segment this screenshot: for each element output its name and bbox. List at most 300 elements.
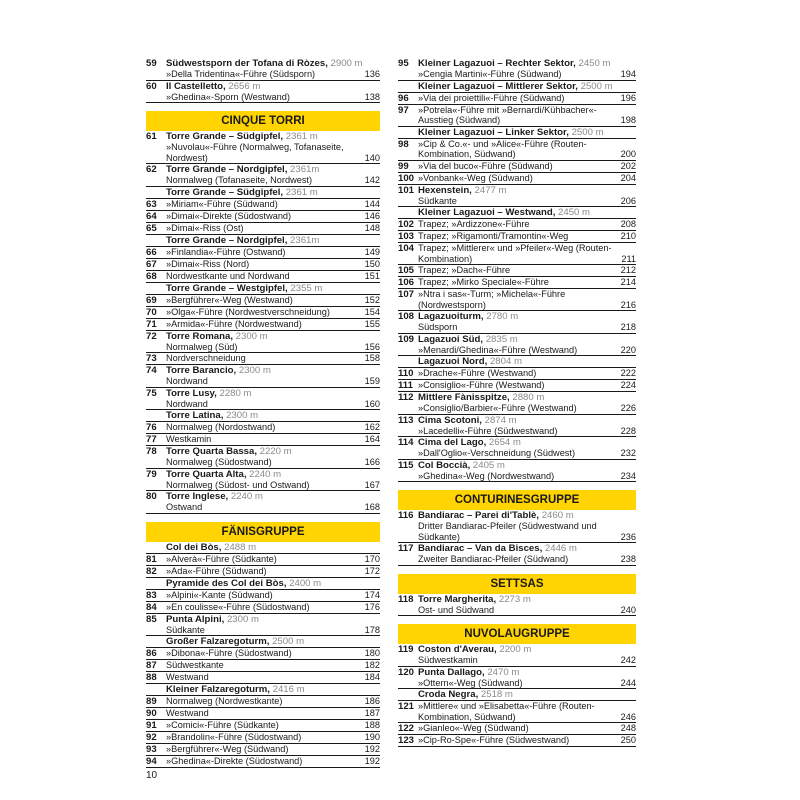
entry-body — [418, 104, 636, 126]
page-ref: 180 — [364, 648, 380, 658]
toc-entry[interactable] — [146, 660, 380, 672]
toc-entry[interactable] — [146, 307, 380, 319]
section-gap — [398, 482, 636, 490]
peak-altitude: 2273 m — [498, 593, 531, 605]
toc-entry[interactable] — [146, 271, 380, 283]
entry-body — [418, 459, 636, 482]
page-ref: 214 — [620, 277, 636, 287]
route-number — [146, 684, 164, 695]
peak-title — [166, 58, 363, 69]
page-ref: 190 — [364, 732, 380, 742]
toc-entry[interactable] — [398, 543, 636, 566]
entry-body — [418, 265, 636, 276]
peak-altitude: 2361m — [290, 234, 320, 246]
peak-title — [418, 415, 612, 426]
entry-body — [166, 58, 380, 80]
route-name: »Menardi/Ghedina«-Führe (Westwand) — [418, 344, 578, 355]
page-ref: 204 — [620, 172, 636, 183]
route-number: 97 — [398, 104, 409, 116]
route-number: 92 — [146, 732, 157, 743]
toc-entry[interactable] — [398, 689, 636, 701]
entry-body — [166, 410, 356, 421]
peak-name: Coston d'Averau, — [418, 644, 497, 655]
page-col-spacer — [614, 594, 636, 616]
route-line — [166, 422, 380, 433]
route-number: 121 — [398, 701, 415, 712]
toc-entry[interactable] — [398, 510, 636, 543]
page-col-spacer — [614, 173, 636, 184]
toc-entry[interactable] — [146, 732, 380, 744]
peak-name: Kleiner Lagazuoi – Mittlerer Sektor, — [418, 80, 578, 92]
peak-name: Großer Falzaregoturm, — [166, 636, 270, 647]
entry-body — [418, 689, 612, 700]
entry-body — [166, 187, 356, 198]
route-line — [166, 720, 380, 731]
page-ref: 154 — [364, 306, 380, 317]
toc-entry[interactable] — [146, 319, 380, 331]
toc-entry[interactable] — [146, 696, 380, 708]
toc-entry[interactable] — [146, 469, 380, 492]
route-line — [166, 199, 380, 210]
toc-entry[interactable] — [146, 648, 380, 660]
route-name: Ostwand — [166, 502, 203, 512]
route-number: 74 — [146, 365, 157, 376]
toc-entry[interactable] — [398, 311, 636, 334]
peak-name: Pyramide des Col dei Bòs, — [166, 577, 287, 589]
toc-entry[interactable] — [398, 415, 636, 438]
peak-name: Kleiner Falzaregoturm, — [166, 684, 270, 695]
route-name: »Comici«-Führe (Südkante) — [166, 720, 279, 730]
toc-entry[interactable] — [146, 331, 380, 354]
page-col-spacer — [614, 380, 636, 391]
route-name: »Dimai«-Riss (Nord) — [166, 258, 250, 269]
page-col-spacer — [614, 392, 636, 414]
route-number: 109 — [398, 333, 415, 345]
toc-entry[interactable] — [398, 701, 636, 723]
toc-entry[interactable] — [146, 672, 380, 684]
toc-entry[interactable] — [146, 566, 380, 578]
route-line — [418, 735, 636, 746]
route-number: 115 — [398, 459, 414, 471]
route-name: Westkamin — [166, 434, 212, 444]
toc-entry[interactable] — [398, 127, 636, 139]
toc-entry[interactable] — [398, 460, 636, 483]
route-name: »Via dei proiettili«-Führe (Südwand) — [418, 92, 565, 103]
peak-name: Col dei Bòs, — [166, 541, 222, 553]
peak-altitude: 2400 m — [289, 577, 322, 589]
entry-body — [418, 414, 636, 437]
page-col-spacer — [614, 723, 636, 734]
route-number: 104 — [398, 243, 415, 254]
entry-body — [166, 235, 356, 246]
route-number: 110 — [398, 368, 414, 379]
route-number: 72 — [146, 330, 157, 342]
toc-entry[interactable] — [146, 590, 380, 602]
toc-entry[interactable] — [398, 219, 636, 231]
toc-entry[interactable] — [146, 81, 380, 104]
peak-title — [418, 594, 612, 605]
page-ref: 238 — [620, 554, 636, 564]
toc-entry[interactable] — [146, 708, 380, 720]
entry-body — [418, 333, 636, 356]
route-number: 108 — [398, 311, 415, 322]
route-number: 83 — [146, 589, 157, 601]
page-col-spacer — [614, 93, 636, 104]
entry-body — [418, 644, 636, 666]
route-number: 79 — [146, 468, 157, 480]
route-number: 60 — [146, 80, 157, 92]
page-ref: 144 — [364, 198, 380, 209]
page-col-spacer — [358, 283, 380, 294]
route-number: 81 — [146, 553, 157, 565]
route-number: 123 — [398, 735, 415, 746]
route-line — [166, 554, 380, 565]
route-line — [166, 648, 380, 659]
route-name: »Lacedelli«-Führe (Südwestwand) — [418, 425, 558, 436]
peak-title — [166, 684, 356, 695]
toc-entry[interactable] — [398, 644, 636, 667]
route-number: 59 — [146, 58, 157, 69]
peak-name: Torre Barancio, — [166, 365, 237, 376]
route-name: Trapez; »Rigamonti/Tramontin«-Weg — [418, 231, 569, 241]
toc-entry[interactable] — [146, 578, 380, 590]
route-name: Normalweg (Südost- und Ostwand) — [166, 479, 310, 490]
route-name: Normalweg (Nordostwand) — [166, 422, 276, 432]
entry-body — [166, 636, 356, 647]
page-ref: 232 — [620, 448, 636, 458]
route-name: »Consiglio«-Führe (Westwand) — [418, 380, 545, 390]
toc-entry[interactable] — [146, 131, 380, 164]
entry-body — [418, 207, 612, 218]
toc-entry[interactable] — [398, 161, 636, 173]
entry-body — [166, 468, 380, 491]
entry-body — [166, 601, 380, 613]
peak-title — [418, 311, 612, 322]
route-line — [418, 521, 636, 542]
route-name: »Ghedina«-Weg (Nordwestwand) — [418, 470, 555, 481]
route-name: Südkante — [166, 624, 205, 635]
route-line — [418, 701, 636, 722]
toc-entry[interactable] — [398, 392, 636, 415]
entry-body — [166, 578, 356, 589]
route-name: »Della Tridentina«-Führe (Südsporn) — [166, 69, 316, 79]
toc-entry[interactable] — [146, 187, 380, 199]
route-line — [418, 219, 636, 230]
route-line — [418, 448, 636, 459]
toc-entry[interactable] — [146, 259, 380, 271]
page-ref: 244 — [620, 677, 636, 688]
toc-entry[interactable] — [146, 388, 380, 411]
route-line — [418, 289, 636, 310]
page-col-spacer — [358, 614, 380, 636]
page-ref: 220 — [620, 344, 636, 355]
page-col-spacer — [358, 696, 380, 707]
peak-title — [418, 127, 612, 138]
entry-body — [166, 131, 380, 163]
peak-title — [166, 235, 356, 246]
page-ref: 187 — [364, 708, 380, 718]
entry-body — [418, 368, 636, 379]
entry-body — [418, 277, 636, 288]
page-col-spacer — [614, 289, 636, 310]
page-ref: 170 — [364, 553, 380, 564]
route-name: »Cip & Co.«- und »Alice«-Führe (Routen-Kombination, Südwand) — [418, 138, 587, 159]
peak-altitude: 2780 m — [486, 311, 519, 322]
route-line — [166, 247, 380, 258]
toc-entry[interactable] — [398, 105, 636, 127]
entry-body — [418, 219, 636, 230]
page-col-spacer — [614, 735, 636, 746]
entry-body — [166, 720, 380, 731]
route-line — [166, 69, 380, 80]
toc-entry[interactable] — [398, 334, 636, 357]
route-line — [166, 142, 380, 163]
peak-title — [418, 81, 612, 92]
route-number: 119 — [398, 644, 414, 655]
toc-entry[interactable] — [398, 667, 636, 690]
peak-title — [418, 644, 612, 655]
route-name: Trapez; »Ardizzone«-Führe — [418, 219, 530, 229]
toc-entry[interactable] — [398, 277, 636, 289]
peak-altitude: 2361m — [290, 164, 320, 175]
route-line — [418, 139, 636, 160]
toc-entry[interactable] — [146, 491, 380, 514]
route-number: 98 — [398, 138, 409, 150]
peak-name: Torre Romana, — [166, 330, 233, 342]
toc-entry[interactable] — [146, 353, 380, 365]
route-name: »Cip-Ro-Spe«-Führe (Südwestwand) — [418, 735, 570, 745]
route-number: 87 — [146, 660, 157, 671]
route-number: 67 — [146, 258, 157, 270]
entry-body — [166, 696, 380, 707]
page-ref: 148 — [364, 222, 380, 233]
route-name: »Dall'Oglio«-Verschneidung (Südwest) — [418, 448, 576, 458]
route-line — [418, 605, 636, 616]
page-col-spacer — [358, 648, 380, 659]
peak-altitude: 2900 m — [330, 58, 363, 69]
toc-entry[interactable] — [146, 422, 380, 434]
entry-body — [166, 246, 380, 258]
toc-entry[interactable] — [146, 164, 380, 187]
route-line — [418, 243, 636, 264]
entry-body — [418, 289, 636, 310]
route-line — [166, 732, 380, 743]
page-col-spacer — [358, 410, 380, 421]
toc-entry[interactable] — [146, 744, 380, 756]
page-ref: 174 — [364, 589, 380, 600]
page-col-spacer — [614, 368, 636, 379]
page-col-spacer — [358, 247, 380, 258]
toc-entry[interactable] — [146, 410, 380, 422]
entry-body — [418, 437, 636, 459]
toc-entry[interactable] — [146, 756, 380, 768]
route-line — [166, 211, 380, 222]
route-name: »Brandolin«-Führe (Südostwand) — [166, 732, 302, 742]
route-name: »Dibona«-Führe (Südostwand) — [166, 648, 292, 658]
page-col-spacer — [358, 744, 380, 755]
page-ref: 228 — [620, 425, 636, 436]
peak-name: Torre Margherita, — [418, 593, 497, 605]
page-ref: 196 — [620, 92, 636, 103]
peak-name: Lagazuoi Süd, — [418, 333, 484, 345]
peak-title — [166, 410, 356, 421]
peak-altitude: 2477 m — [474, 184, 507, 196]
toc-entry[interactable] — [398, 139, 636, 161]
route-name: »Alpini«-Kante (Südwand) — [166, 589, 273, 600]
page-col-spacer — [358, 446, 380, 468]
section-header: NUVOLAUGRUPPE — [398, 624, 636, 644]
entry-body — [418, 311, 636, 333]
route-name: »Cengia Martini«-Führe (Südwand) — [418, 69, 562, 79]
route-number: 66 — [146, 246, 157, 258]
toc-entry[interactable] — [146, 199, 380, 211]
toc-entry[interactable] — [146, 295, 380, 307]
page-col-spacer — [614, 161, 636, 172]
toc-entry[interactable] — [398, 185, 636, 208]
peak-title — [166, 365, 356, 376]
route-number — [146, 578, 164, 589]
route-name: »Miriam«-Führe (Südwand) — [166, 198, 278, 209]
page-col-spacer — [614, 415, 636, 437]
entry-body — [166, 542, 356, 553]
toc-entry[interactable] — [146, 434, 380, 446]
entry-body — [418, 160, 636, 172]
route-number — [146, 410, 164, 421]
peak-altitude: 2416 m — [272, 684, 305, 695]
route-name: »En coulisse«-Führe (Südostwand) — [166, 601, 310, 612]
toc-entry[interactable] — [146, 720, 380, 732]
toc-entry[interactable] — [146, 554, 380, 566]
toc-entry[interactable] — [146, 636, 380, 648]
route-name: »Ntra i sas«-Turm; »Michela«-Führe (Nordwestsporn) — [418, 289, 566, 310]
toc-entry[interactable] — [398, 243, 636, 265]
page-ref: 142 — [364, 175, 380, 185]
route-name: »Gianleo«-Weg (Südwand) — [418, 723, 529, 733]
page-ref: 164 — [364, 434, 380, 444]
toc-entry[interactable] — [146, 542, 380, 554]
route-number — [146, 283, 164, 294]
entry-body — [418, 81, 612, 92]
peak-title — [418, 185, 612, 196]
toc-entry[interactable] — [398, 58, 636, 81]
toc-entry[interactable] — [398, 437, 636, 460]
peak-title — [166, 636, 356, 647]
route-number: 88 — [146, 672, 157, 683]
route-number: 111 — [398, 380, 413, 391]
route-number: 86 — [146, 648, 157, 659]
toc-entry[interactable] — [146, 211, 380, 223]
peak-name: Punta Dallago, — [418, 666, 485, 678]
peak-name: Lagazuoi Nord, — [418, 356, 488, 367]
page-col-spacer — [358, 756, 380, 767]
route-line — [166, 566, 380, 577]
toc-entry[interactable] — [146, 446, 380, 469]
route-name: Normalweg (Nordwestkante) — [166, 696, 283, 706]
page-col-spacer — [358, 131, 380, 163]
page-col-spacer — [614, 460, 636, 482]
route-number: 61 — [146, 131, 157, 142]
peak-title — [166, 388, 356, 399]
peak-altitude: 2300 m — [238, 365, 271, 376]
peak-name: Torre Quarta Alta, — [166, 468, 247, 480]
route-number: 116 — [398, 510, 414, 521]
page-col-spacer — [614, 185, 636, 207]
route-name: »Ghedina«-Sporn (Westwand) — [166, 91, 290, 102]
entry-body — [166, 353, 380, 364]
toc-entry[interactable] — [398, 289, 636, 311]
entry-body — [166, 80, 380, 103]
route-number: 94 — [146, 756, 157, 767]
toc-entry[interactable] — [146, 247, 380, 259]
page-ref: 248 — [620, 723, 636, 733]
route-line — [166, 696, 380, 707]
toc-entry[interactable] — [146, 614, 380, 637]
page-col-spacer — [358, 365, 380, 387]
toc-entry[interactable] — [146, 283, 380, 295]
toc-entry[interactable] — [146, 684, 380, 696]
toc-entry[interactable] — [398, 368, 636, 380]
page-ref: 140 — [364, 152, 380, 163]
route-name: Nordwestkante und Nordwand — [166, 270, 290, 281]
page-col-spacer — [614, 105, 636, 126]
route-number: 85 — [146, 613, 157, 625]
route-name: Normalweg (Südostwand) — [166, 457, 272, 467]
route-name: Normalweg (Tofanaseite, Nordwest) — [166, 175, 313, 185]
toc-entry[interactable] — [146, 365, 380, 388]
route-name: »Ottern«-Weg (Südwand) — [418, 677, 523, 688]
toc-entry[interactable] — [398, 723, 636, 735]
page-col-spacer — [358, 271, 380, 282]
route-name: »Alverà«-Führe (Südkante) — [166, 553, 277, 564]
toc-entry[interactable] — [146, 58, 380, 81]
toc-entry[interactable] — [398, 231, 636, 243]
toc-entry[interactable] — [398, 173, 636, 185]
route-name: Normalweg (Süd) — [166, 341, 238, 352]
peak-name: Punta Alpini, — [166, 613, 225, 625]
toc-entry[interactable] — [398, 81, 636, 93]
route-line — [166, 295, 380, 306]
page-col-spacer — [358, 187, 380, 198]
page-ref: 250 — [620, 735, 636, 745]
route-number: 76 — [146, 422, 157, 433]
toc-entry[interactable] — [398, 594, 636, 617]
toc-entry[interactable] — [398, 356, 636, 368]
peak-title — [166, 187, 356, 198]
peak-title — [418, 510, 612, 521]
entry-body — [166, 365, 380, 387]
peak-title — [418, 437, 612, 448]
page-col-spacer — [614, 277, 636, 288]
route-line — [166, 590, 380, 601]
toc-entry[interactable] — [398, 265, 636, 277]
toc-entry[interactable] — [398, 93, 636, 105]
toc-entry[interactable] — [146, 223, 380, 235]
toc-entry[interactable] — [398, 207, 636, 219]
route-line — [418, 426, 636, 437]
toc-entry[interactable] — [146, 602, 380, 614]
page-ref: 182 — [364, 660, 380, 670]
toc-entry[interactable] — [398, 380, 636, 392]
route-number — [398, 689, 416, 700]
page-col-spacer — [614, 265, 636, 276]
page-ref: 146 — [364, 210, 380, 221]
toc-entry[interactable] — [398, 735, 636, 747]
route-name: »Vonbank«-Weg (Südwand) — [418, 172, 533, 183]
toc-entry[interactable] — [146, 235, 380, 247]
peak-name: Cima del Lago, — [418, 437, 487, 448]
peak-title — [418, 543, 612, 554]
entry-body — [166, 565, 380, 577]
